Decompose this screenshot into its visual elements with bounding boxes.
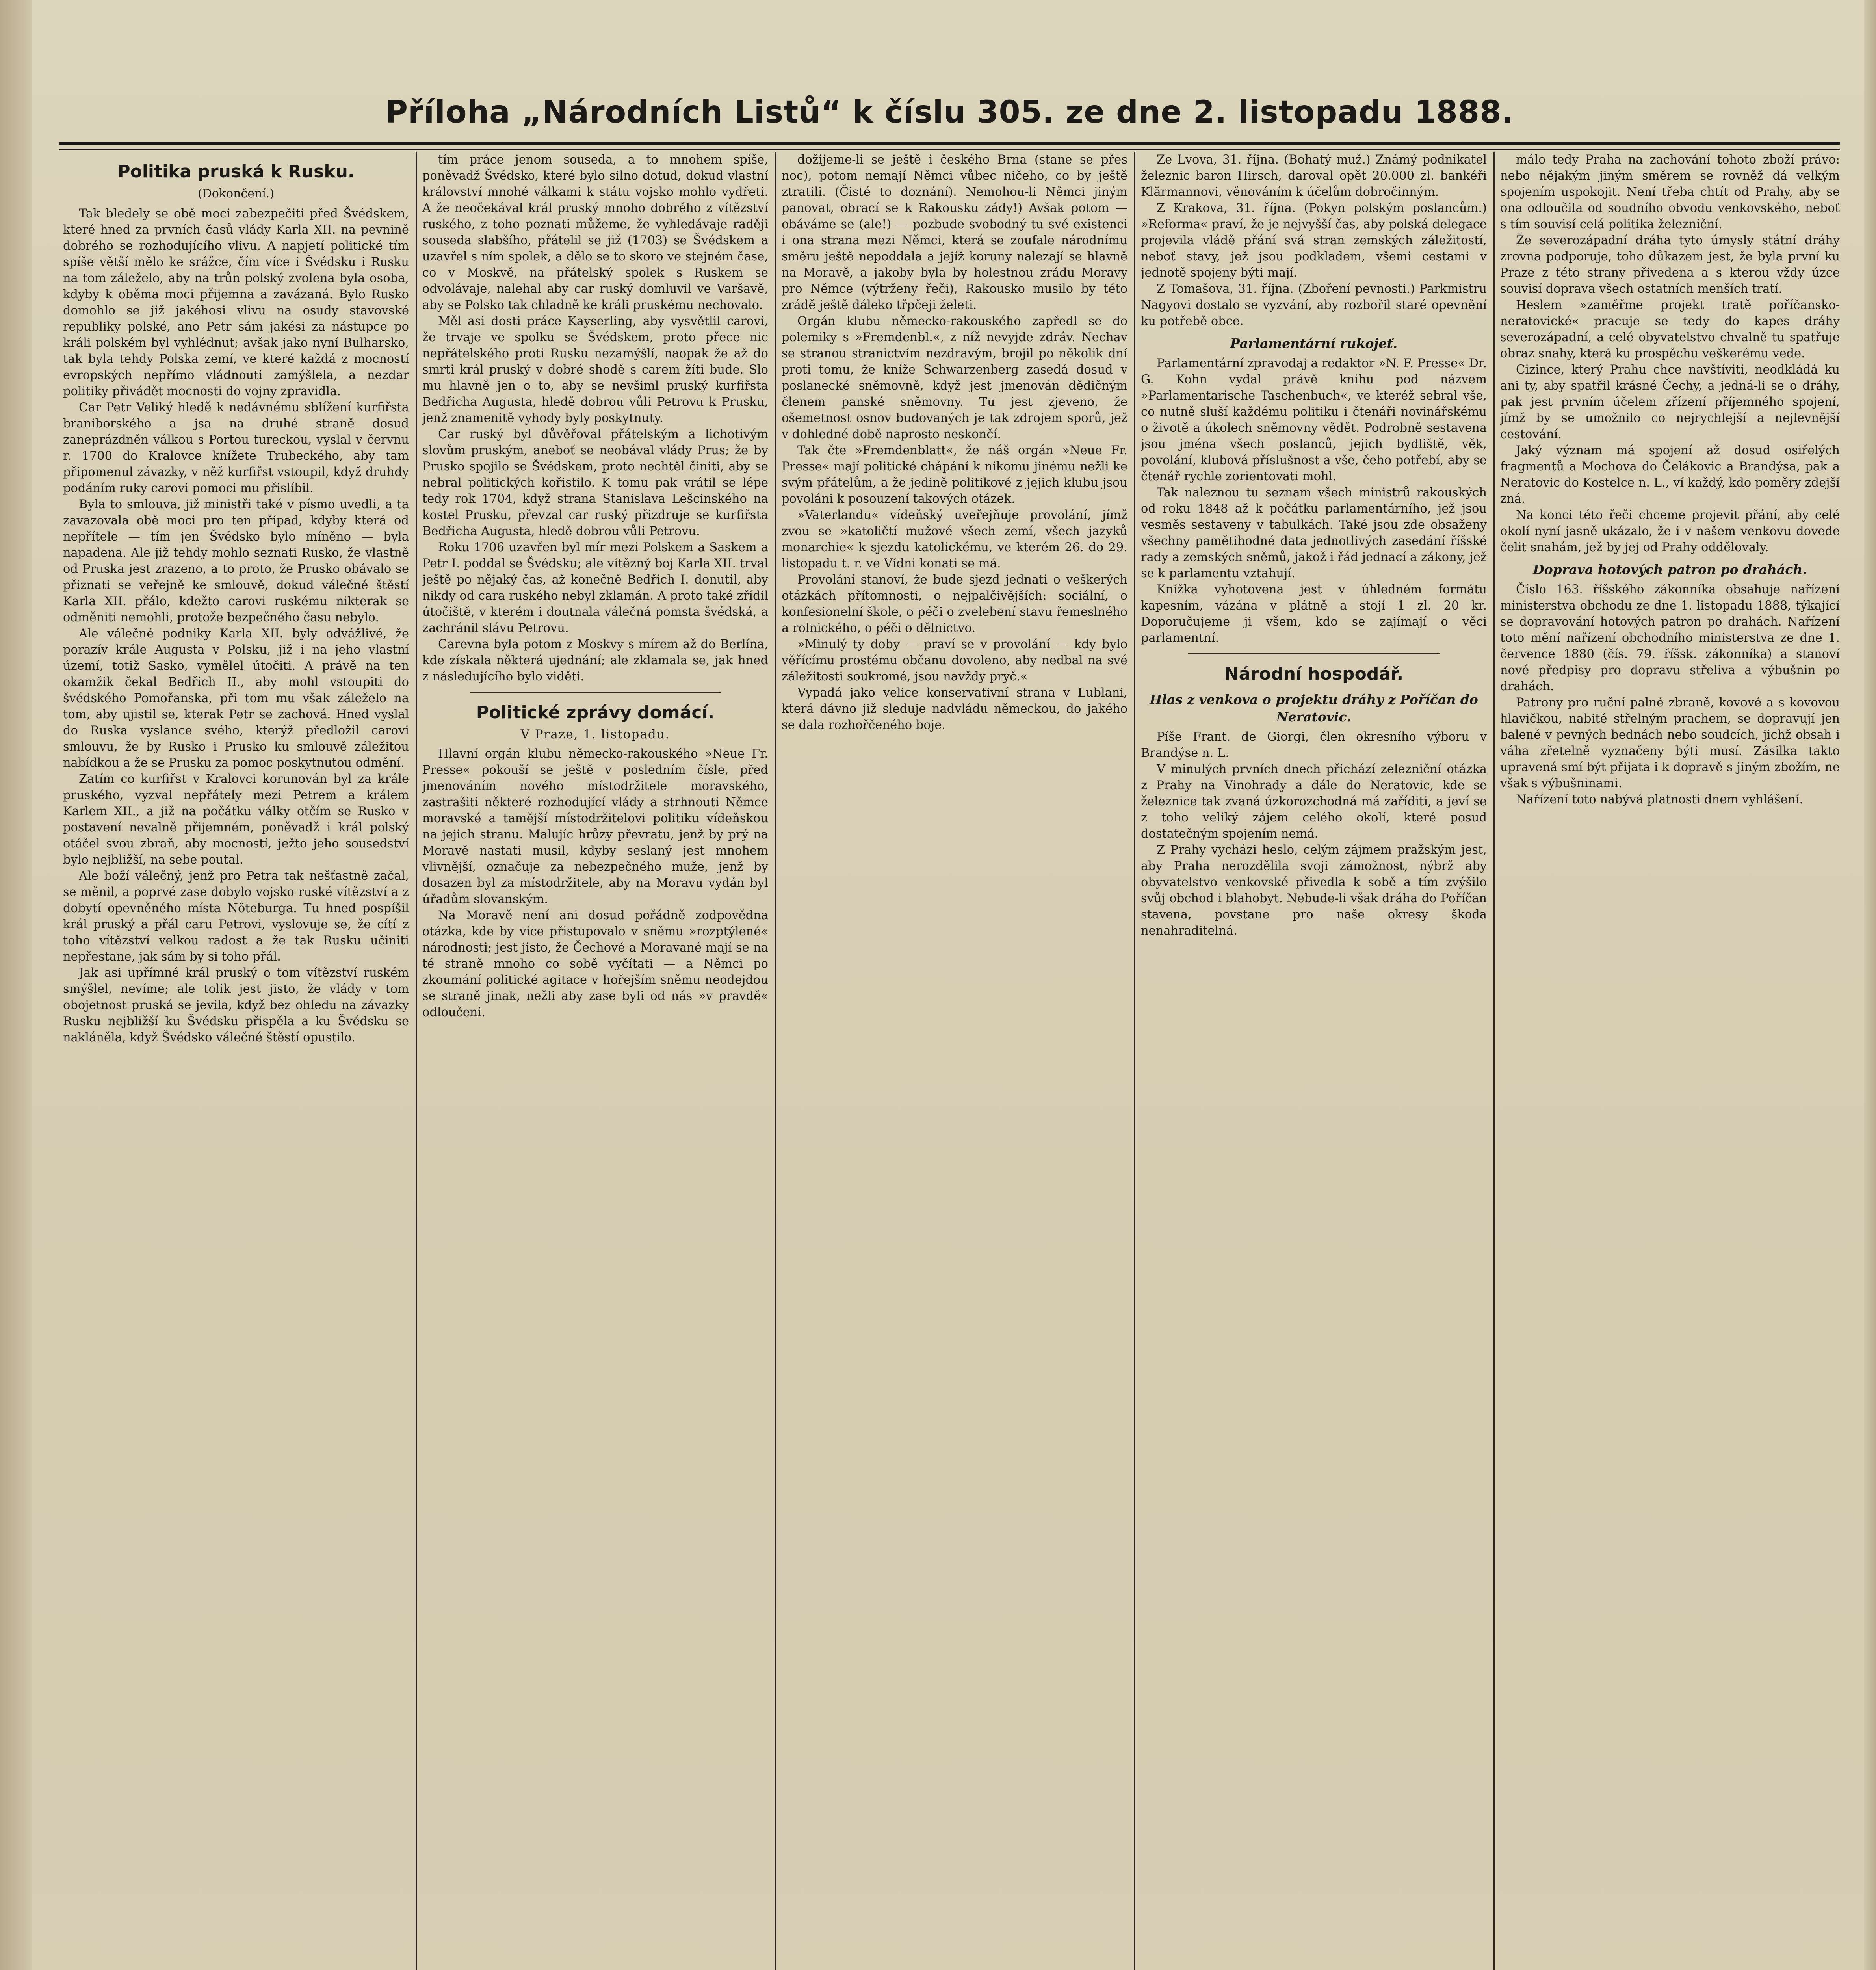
paragraph: »Minulý ty doby — praví se v provolání — kdy bylo věřícímu prostému občanu dovoleno, aby nedbal na své záležitosti soukromé, jsou navždy pryč.«	[782, 637, 1127, 684]
paragraph: Car Petr Veliký hledě k nedávnému sblížení kurfiřsta braniborského a jsa na druhé straně dosud zaneprázdněn válkou s Portou tureckou, vyslal v červnu r. 1700 do Kralovce knížete Trubeckého, aby tam připomenul závazky, v něž kurfiřst vstoupil, když druhdy podáním ruky carovi pomoci mu přislíbil.	[63, 401, 409, 495]
paragraph: Na Moravě není ani dosud pořádně zodpovědna otázka, kde by více přistupovalo v sněmu »rozptýlené« národnosti; jest jisto, že Čechové a Moravané mají se na té straně mnoho co sobě vyčítati — a Němci po zkoumání politické agitace v hořejším sněmu neodejdou se straně jinak, nežli aby zase byli od nás »v pravdě« odloučeni.	[422, 909, 768, 1019]
paragraph: Tak čte »Fremdenblatt«, že náš orgán »Neue Fr. Presse« mají politické chápání k nikomu jinému nežli ke svým přátelům, a že jedině politikové z jejich klubu jsou povoláni k posouzení takových otázek.	[782, 444, 1127, 506]
paragraph: V minulých prvních dnech přichází zelezniční otázka z Prahy na Vinohrady a dále do Neratovic, kde se železnice tak zvaná úzkorozchodná má zaříditi, a jeví se z toho veliký zájem celého okolí, které posud dostatečným spojením nemá.	[1141, 762, 1487, 841]
paragraph: Číslo 163. říšského zákonníka obsahuje nařízení ministerstva obchodu ze dne 1. listopadu 1888, týkající se dopravování hotových patron po drahách. Nařízení toto mění nařízení obchodního ministerstva ze dne 1. července 1880 (čís. 79. říšsk. zákonníka) a stanoví nové předpisy pro dopravu střeliva a výbušnin po drahách.	[1500, 583, 1840, 693]
column-rule	[1134, 152, 1135, 1970]
section-divider	[470, 692, 721, 693]
paragraph: málo tedy Praha na zachování tohoto zboží právo: nebo nějakým jiným směrem se rovněž dá velkým spojením uspokojit. Není třeba chtít od Prahy, aby se ona odloučila od soudního obvodu venkovského, neboť s tím souvisí celá politika železniční.	[1500, 153, 1840, 231]
paragraph: Jaký význam má spojení až dosud osiřelých fragmentů a Mochova do Čelákovic a Brandýsa, pak a Neratovic do Kostelce n. L., ví každý, kdo poměry zdejší zná.	[1500, 444, 1840, 506]
column-1	[63, 152, 409, 1970]
paragraph: Že severozápadní dráha tyto úmysly státní dráhy zrovna podporuje, toho důkazem jest, že byla první ku Praze z této strany přivedena a s kterou vždy úzce souvisí doprava všech ostatních menších tratí.	[1500, 234, 1840, 296]
masthead-rule	[59, 142, 1840, 150]
paragraph: Knížka vyhotovena jest v úhledném formátu kapesním, vázána v plátně a stojí 1 zl. 20 kr. Doporučujeme ji všem, kdo se zajímají o věci parlamentní.	[1141, 583, 1487, 645]
paragraph: »Vaterlandu« vídeňský uveřejňuje provolání, jímž zvou se »katoličtí mužové všech zemí, všech jazyků monarchie« k sjezdu katolickému, ve kterém 26. do 29. listopadu t. r. ve Vídni konati se má.	[782, 508, 1127, 571]
paragraph: Hlavní orgán klubu německo-rakouského »Neue Fr. Presse« pokouší se ještě v posledním čísle, před jmenováním nového místodržitele moravského, zastrašiti některé rozhodující vlády a strhnouti Němce moravské a tamější místodržitelovi politiku vídeňskou na jejich stranu. Malujíc hrůzy převratu, jenž by prý na Moravě nastati musil, kdyby seslaný jest mnohem vlivnější, označuje za nebezpečného muže, jenž by dosazen byl za místodržitele, aby na Moravu vydán byl úřadům slovanským.	[422, 747, 768, 906]
paragraph: Ze Lvova, 31. října. (Bohatý muž.) Známý podnikatel železnic baron Hirsch, daroval opět 20.000 zl. bankéři Klärmannovi, věnováním k účelům dobročinným.	[1141, 153, 1487, 199]
section-title: Národní hospodář.	[1224, 664, 1404, 684]
paragraph: Roku 1706 uzavřen byl mír mezi Polskem a Saskem a Petr I. poddal se Švédsku; ale vítězný boj Karla XII. trval ještě po nějaký čas, až konečně Bedřich I. donutil, aby nikdy od cara ruského nebyl zklamán. A proto také zřídil útočiště, v kterém i doutnala válečná pomsta švédská, a zachránil slávu Petrovu.	[422, 541, 768, 635]
paragraph: Heslem »zaměřme projekt tratě poříčansko-neratovické« pracuje se tedy do kapes dráhy severozápadní, a celé obyvatelstvo chvalně tu spatřuje obraz snahy, která ku prospěchu veškerému vede.	[1500, 298, 1840, 361]
column-rule	[416, 152, 417, 1970]
paragraph: dožijeme-li se ještě i českého Brna (stane se přes noc), potom nemají Němci vůbec ničeho, co by ještě ztratili. (Čisté to doznání). Nemohou-li Němci jiným panovat, obrací se k Rakousku zády!) Avšak potom — obáváme se (ale!) — pozbude svobodný tu své existenci i ona strana mezi Němci, která se zoufale národnímu směru ještě nepoddala a jejíž koruny nalezají se hlavně na Moravě, a jakoby byla by holestnou zrádu Moravy pro Němce (výtrženy řeči), Rakousko musilo by této zrádě ještě dáleko třpčeji želeti.	[782, 153, 1127, 312]
section-subtitle: Doprava hotových patron po drahách.	[1533, 562, 1807, 577]
masthead: Příloha „Národních Listů“ k číslu 305. ze dne 2. listopadu 1888.	[385, 95, 1514, 130]
paragraph: Vypadá jako velice konservativní strana v Lublani, která dávno již sleduje nadvládu německou, do jakého se dala rozhořčeného boje.	[782, 686, 1127, 732]
paragraph: Ale válečné podniky Karla XII. byly odvážlivé, že porazív krále Augusta v Polsku, již i na jeho vlastní území, totiž Sasko, vymělel útočiti. A právě na ten okamžik čekal Bedřich II., aby mohl vstoupiti do švédského Pomořanska, při tom mu však záleželo na tom, aby ujistil se, kterak Petr se zachová. Hned vyslal do Ruska vyslance svého, kterýž předložil carovi smlouvu, že by Rusko i Prusko ku smlouvě záležitou nabídkou a že se Prusku za pomoc poskytnutou odmění.	[63, 627, 409, 770]
paragraph: Car ruský byl důvěřoval přátelským a lichotivým slovům pruským, aneboť se neobával vlády Prus; že by Prusko spojilo se Švédskem, proto nechtěl činiti, aby se nebral politických kořistilo. K tomu pak vrátil se lépe tedy rok 1704, když strana Stanislava Lešcinského na kostel Prusku, převzal car ruský přizdruje se kurfiřsta Bedřicha Augusta, hledě dobrou vůli Petrovu.	[422, 427, 768, 538]
scan-edge-left	[0, 0, 32, 1970]
paragraph: Tak naleznou tu seznam všech ministrů rakouských od roku 1848 až k počátku parlamentárního, jež jsou vesměs sestaveny v tabulkách. Také jsou zde obsaženy všechny pamětihodné data jednotlivých zasedání říšské rady a zemských sněmů, jakož i řád jednací a zákony, jež se k parlamentu vztahují.	[1141, 486, 1487, 580]
article-note: (Dokončení.)	[197, 187, 275, 201]
paragraph: Ale boží válečný, jenž pro Petra tak nešťastně začal, se měnil, a poprvé zase dobylo vojsko ruské vítězství a z dobytí opevněného místa Nöteburga. Tu hned pospíšil král pruský a přál caru Petrovi, vyslovuje se, že cítí z toho vítězství velkou radost a že tak Rusku učiniti nepřestane, jak sám by si toho přál.	[63, 869, 409, 964]
column-3	[782, 152, 1127, 1970]
paragraph: Z Krakova, 31. října. (Pokyn polským poslancům.) »Reforma« praví, že je nejvyšší čas, aby polská delegace projevila vládě přání svá stran zemských záležitostí, neboť stavy, jež jsou podkladem, všemi cestami v jednotě spojeny býti mají.	[1141, 201, 1487, 280]
paragraph: Na konci této řeči chceme projevit přání, aby celé okolí nyní jasně ukázalo, že i v našem venkovu dovede čelit snahám, jež by jej od Prahy oddělovaly.	[1500, 508, 1840, 554]
paragraph: Tak bledely se obě moci zabezpečiti před Švédskem, které hned za prvních časů vlády Karla XII. na pevnině dobrého se rozhodujícího vlivu. A napjetí politické tím spíše větší mělo ke srážce, čím více i Švédsku i Rusku na tom záleželo, aby na trůn polský zvolena byla osoba, kdyby k oběma moci přijemna a zavázaná. Bylo Rusko domohlo se již jakéhosi vlivu na osudy stavovské republiky polské, ano Petr sám jakési za nástupce po králi polském byl vyhlédnut; avšak jako nyní Bulharsko, tak byla tehdy Polska zemí, ve které každá z mocností evropských nepřímo vládnouti zamýšlela, a nezdar politiky přivádět mocnosti do vojny zpravidla.	[63, 207, 409, 398]
paragraph: Orgán klubu německo-rakouského zapředl se do polemiky s »Fremdenbl.«, z níž nevyjde zdráv. Nechav se stranou stranictvím nezdravým, brojil po několik dní proti tomu, že kníže Schwarzenberg zasedá dosud v poslanecké sněmovně, když jest jmenován dědičným členem panské sněmovny. Tu jest zjeveno, že ošemetnost osnov budovaných je tak zdrojem sporů, jež v dohledné době naprosto neskončí.	[782, 314, 1127, 441]
paragraph: Byla to smlouva, již ministři také v písmo uvedli, a ta zavazovala obě moci pro ten případ, kdyby která od nepřítele — tím jen Švédsko bylo míněno — byla napadena. Ale již tehdy mohlo seznati Rusko, že vlastně od Pruska jest zrazeno, a to proto, že Prusko obávalo se přiznati se veřejně ke smlouvě, dokud válečné štěstí Karla XII. přálo, kdežto carovi ruskému nikterak se odměniti nemohli, protože bezpečného času nebylo.	[63, 498, 409, 624]
column-5	[1500, 152, 1840, 1970]
paragraph: Zatím co kurfiřst v Kralovci korunován byl za krále pruského, vyzval nepřátely mezi Petrem a králem Karlem XII., a již na počátku války otčím se Rusko v postavení nevalně přijemném, poněvadž i král polský otáčel svou zbraň, aby mocností, ježto jeho sousedství bylo nejbližší, na sebe poutal.	[63, 772, 409, 867]
scan-edge-right	[1864, 0, 1876, 1970]
paragraph: tím práce jenom souseda, a to mnohem spíše, poněvadž Švédsko, které bylo silno dotud, dokud vlastní království mnohé válkami k státu vojsko mohlo vydřeti. A že neočekával král pruský mnoho dobrého z vítězství ruského, z toho poznati můžeme, že vyhledávaje raději souseda slabšího, přátelil se již (1703) se Švédskem a uzavřel s ním spolek, a dělo se to skoro ve stejném čase, co v Moskvě, na přátelský spolek s Ruskem se odvolávaje, nalehal aby car ruský domluvil ve Varšavě, aby se Polsko tak chladně ke králi pruskému nechovalo.	[422, 153, 768, 312]
paragraph: Parlamentární zpravodaj a redaktor »N. F. Presse« Dr. G. Kohn vydal právě knihu pod názvem »Parlamentarische Taschenbuch«, ve kteréž sebral vše, co nutně sluší každému politiku i čtenáři novinářskému o životě a úkolech sněmovny vědět. Podrobně sestavena jsou jména všech poslanců, jejich bydliště, věk, povolání, klubová příslušnost a vše, čeho potřebí, aby se čtenář rychle zorientovati mohl.	[1141, 357, 1487, 483]
paragraph: Nařízení toto nabývá platnosti dnem vyhlášení.	[1516, 793, 1803, 807]
column-rule	[775, 152, 776, 1970]
section-subtitle: Parlamentární rukojeť.	[1230, 336, 1398, 351]
paragraph: Z Tomašova, 31. října. (Zboření pevnosti.) Parkmistru Nagyovi dostalo se vyzvání, aby rozbořil staré opevnění ku potřebě obce.	[1141, 282, 1487, 328]
article-title: Politika pruská k Rusku.	[117, 162, 355, 182]
paragraph: Z Prahy vycházi heslo, celým zájmem pražským jest, aby Praha nerozdělila svoji zámožnost, nýbrž aby obyvatelstvo venkovské přivedla k sobě a tím zvýšilo svůj obchod i blahobyt. Nebude-li však dráha do Poříčan stavena, povstane pro naše okresy škoda nenahraditelná.	[1141, 843, 1487, 938]
dateline: V Praze, 1. listopadu.	[520, 727, 670, 742]
paragraph: Cizince, který Prahu chce navštíviti, neodkládá ku ani ty, aby spatřil krásné Čechy, a jedná-li se o dráhy, pak jest prvním účelem zřízení příjemného spojení, jímž by se umožnilo co nejrychlejší a nejlevnější cestování.	[1500, 363, 1840, 441]
column-2	[422, 152, 768, 1970]
paragraph: Píše Frant. de Giorgi, člen okresního výboru v Brandýse n. L.	[1141, 730, 1487, 760]
paragraph: Jak asi upřímné král pruský o tom vítězství ruském smýšlel, nevíme; ale tolik jest jisto, že vlády v tom obojetnost pruská se jevila, když bez ohledu na závazky Rusku nejbližší ku Švédsku přispěla a ku Švédsku se nakláněla, když Švédsko válečné štěstí opustilo.	[63, 966, 409, 1044]
section-divider	[1188, 653, 1440, 654]
paragraph: Carevna byla potom z Moskvy s mírem až do Berlína, kde získala některá ujednání; ale zklamala se, jak hned z následujícího bylo viděti.	[422, 637, 768, 684]
column-rule	[1493, 152, 1495, 1970]
column-4	[1141, 152, 1487, 1970]
section-subtitle: Hlas z venkova o projektu dráhy z Poříčan do Neratovic.	[1150, 692, 1478, 725]
paragraph: Měl asi dosti práce Kayserling, aby vysvětlil carovi, že trvaje ve spolku se Švédskem, proto přece nic nepřátelského proti Rusku nezamýšlí, naopak že až do smrti král pruský v dobré shodě s carem žíti bude. Slo mu hlavně jen o to, aby se nevšiml pruský kurfiřsta Bedřicha Augusta, hledě dobrou vůli Petrovu k Prusku, jenž znamenitě vyhody byly poskytnuty.	[422, 314, 768, 425]
paragraph: Provolání stanoví, že bude sjezd jednati o veškerých otázkách přítomnosti, o nejpalčivějších: sociální, o konfesionelní škole, o péči o zvelebení stavu řemeslného a rolnického, o péči o dělnictvo.	[782, 573, 1127, 635]
section-title: Politické zprávy domácí.	[476, 703, 715, 723]
paragraph: Patrony pro ruční palné zbraně, kovové a s kovovou hlavičkou, nabité střelným prachem, se dopravují jen balené v pevných bednách nebo soudcích, jichž obsah i váha zřetelně vyznačeny býti musí. Zásilka takto upravená smí být přijata i k dopravě s jiným zbožím, ne však s výbušninami.	[1500, 696, 1840, 790]
